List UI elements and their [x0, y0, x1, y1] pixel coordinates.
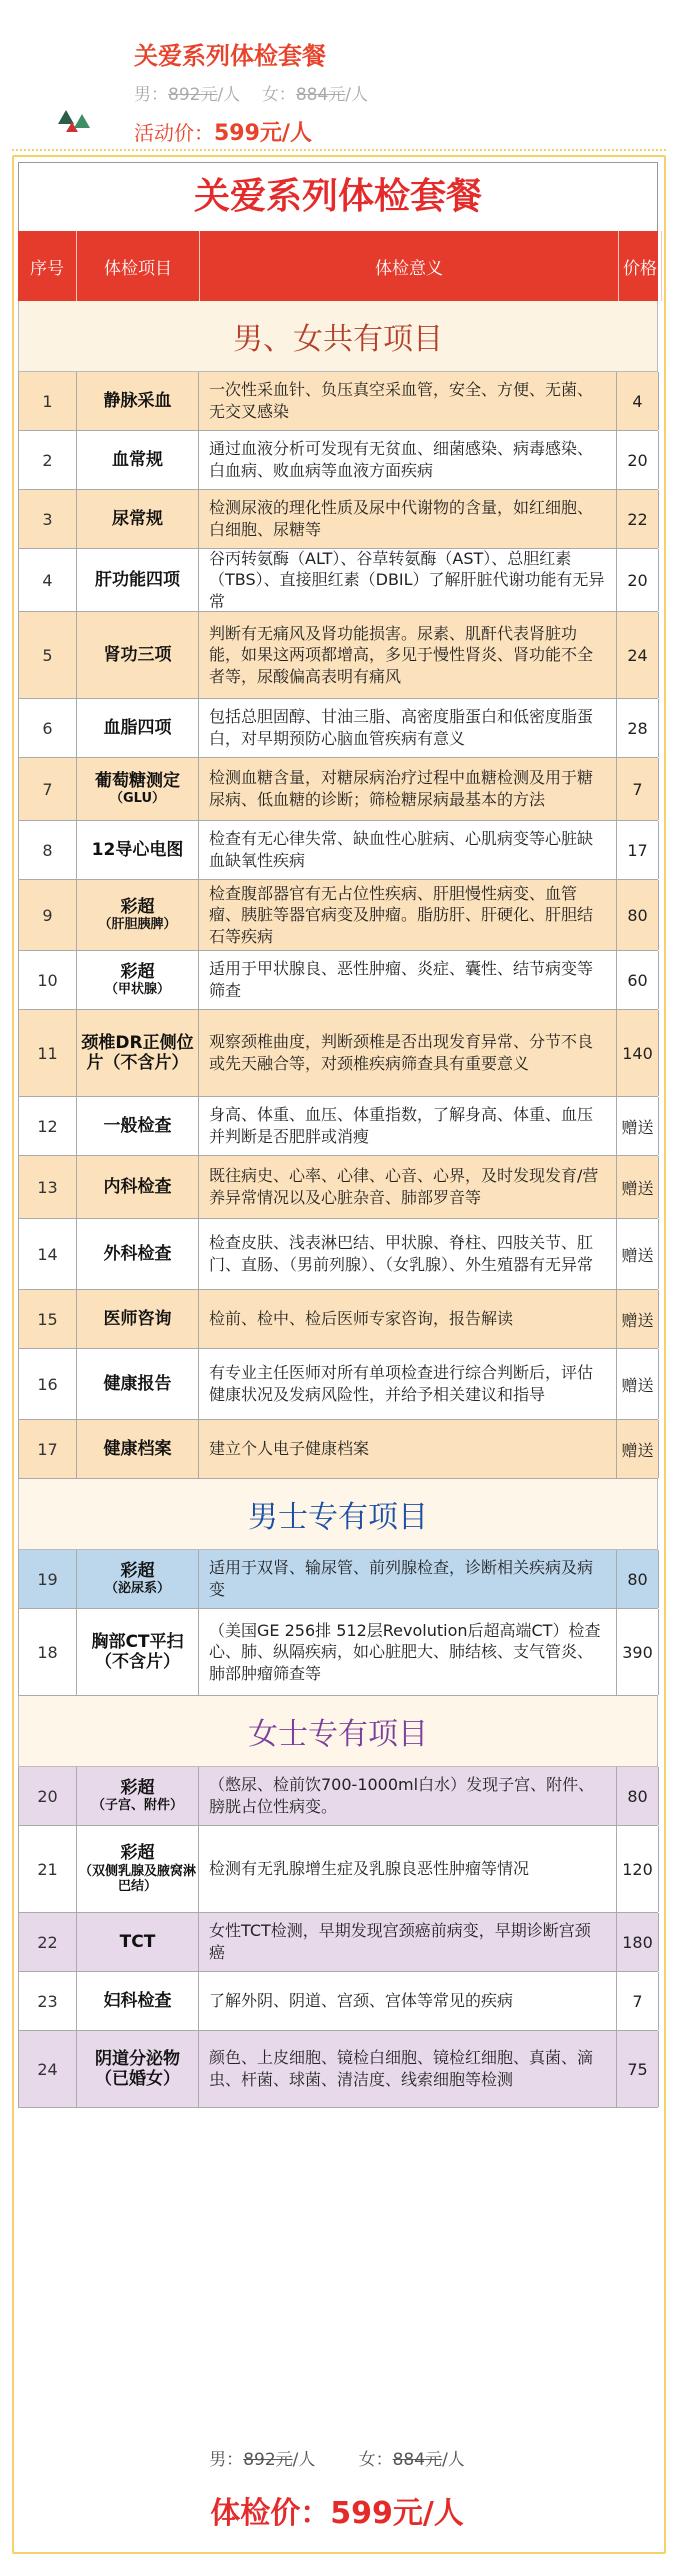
row-number: 13: [19, 1156, 77, 1218]
table-row: [18, 1420, 658, 1479]
row-price: 75: [617, 2031, 659, 2107]
row-item-name: 颈椎DR正侧位片（不含片）: [81, 1032, 194, 1073]
row-description: 检前、检中、检后医师专家咨询，报告解读: [199, 1290, 617, 1348]
row-number: 11: [19, 1010, 77, 1096]
row-price: 60: [617, 951, 659, 1009]
row-number: 18: [19, 1609, 77, 1695]
row-number: 22: [19, 1913, 77, 1971]
row-description: 适用于双肾、输尿管、前列腺检查，诊断相关疾病及病变: [199, 1550, 617, 1608]
row-description: 女性TCT检测，早期发现宫颈癌前病变，早期诊断宫颈癌: [199, 1913, 617, 1971]
row-description: 适用于甲状腺良、恶性肿瘤、炎症、囊性、结节病变等筛查: [199, 951, 617, 1009]
row-item: [77, 1826, 199, 1912]
row-description: 通过血液分析可发现有无贫血、细菌感染、病毒感染、白血病、败血病等血液方面疾病: [199, 431, 617, 489]
row-item: [77, 1913, 199, 1971]
row-item: [77, 2031, 199, 2107]
row-item-name: 血脂四项: [103, 717, 172, 738]
row-item: [77, 1609, 199, 1695]
table-row: [18, 1913, 658, 1972]
table-row: [18, 1349, 658, 1420]
table-row: [18, 951, 658, 1010]
row-item-name: 一般检查: [103, 1115, 172, 1136]
row-item-name: 内科检查: [103, 1176, 172, 1197]
table-row: [18, 699, 658, 758]
row-price: 赠送: [617, 1156, 659, 1218]
row-number: 2: [19, 431, 77, 489]
row-number: 9: [19, 880, 77, 950]
footer-women-per: /人: [442, 2450, 465, 2470]
checkup-table: [18, 162, 658, 2108]
row-item: [77, 880, 199, 950]
row-number: 5: [19, 612, 77, 698]
table-title: 关爱系列体检套餐: [18, 162, 658, 231]
row-price: 赠送: [617, 1219, 659, 1289]
row-description: 既往病史、心率、心律、心音、心界，及时发现发育/营养异常情况以及心脏杂音、肺部罗音等: [199, 1156, 617, 1218]
row-price: 120: [617, 1826, 659, 1912]
row-item: [77, 1097, 199, 1155]
row-item-name: 彩超: [120, 962, 155, 982]
row-item-name: 葡萄糖测定: [95, 771, 180, 791]
row-price: 赠送: [617, 1097, 659, 1155]
promo-women-per: /人: [345, 85, 368, 105]
footer-women-label: 女：: [358, 2450, 393, 2470]
row-number: 12: [19, 1097, 77, 1155]
row-item-name: 妇科检查: [103, 1990, 172, 2011]
tree-logo-icon: [58, 110, 98, 132]
row-item: [77, 1290, 199, 1348]
row-description: 检测有无乳腺增生症及乳腺良恶性肿瘤等情况: [199, 1826, 617, 1912]
row-number: 23: [19, 1972, 77, 2030]
promo-women-price: 884元: [295, 85, 346, 105]
table-row: [18, 612, 658, 699]
footer: [0, 2445, 674, 2532]
row-description: 检测血糖含量，对糖尿病治疗过程中血糖检测及用于糖尿病、低血糖的诊断；筛检糖尿病最基本的方法: [199, 758, 617, 820]
row-item: [77, 1420, 199, 1478]
table-row: [18, 431, 658, 490]
table-row: [18, 1972, 658, 2031]
row-price: 80: [617, 1767, 659, 1825]
men-rows: [18, 1550, 658, 1696]
footer-original-prices: [0, 2445, 674, 2470]
footer-women-price: 884元: [392, 2450, 443, 2470]
row-number: 24: [19, 2031, 77, 2107]
row-item-name: 健康报告: [103, 1373, 172, 1394]
table-row: [18, 1010, 658, 1097]
row-item-subtitle: （泌尿系）: [104, 1581, 170, 1597]
row-price: 22: [617, 490, 659, 548]
row-item: [77, 951, 199, 1009]
row-item-subtitle: （肝胆胰脾）: [98, 917, 177, 933]
row-price: 24: [617, 612, 659, 698]
table-row: [18, 821, 658, 880]
promo-men-label: 男：: [134, 85, 168, 105]
table-row: [18, 1826, 658, 1913]
table-row: [18, 1156, 658, 1219]
section-common: 男、女共有项目: [18, 301, 658, 372]
row-item-name: 12导心电图: [91, 839, 184, 860]
row-description: 观察颈椎曲度，判断颈椎是否出现发育异常、分节不良或先天融合等，对颈椎疾病筛查具有重要意义: [199, 1010, 617, 1096]
row-item: [77, 699, 199, 757]
row-price: 180: [617, 1913, 659, 1971]
table-row: [18, 1097, 658, 1156]
row-item-name: 胸部CT平扫（不含片）: [91, 1631, 184, 1672]
women-rows: [18, 1767, 658, 2108]
row-price: 7: [617, 1972, 659, 2030]
row-number: 1: [19, 372, 77, 430]
row-description: 身高、体重、血压、体重指数，了解身高、体重、血压并判断是否肥胖或消瘦: [199, 1097, 617, 1155]
row-item: [77, 821, 199, 879]
row-number: 20: [19, 1767, 77, 1825]
header-price: 价格: [619, 231, 662, 301]
row-number: 6: [19, 699, 77, 757]
row-price: 20: [617, 431, 659, 489]
row-price: 80: [617, 880, 659, 950]
row-description: 建立个人电子健康档案: [199, 1420, 617, 1478]
row-item: [77, 372, 199, 430]
row-item-name: 彩超: [120, 1778, 155, 1798]
table-row: [18, 372, 658, 431]
row-number: 21: [19, 1826, 77, 1912]
row-item-subtitle: （GLU）: [109, 791, 166, 807]
row-item: [77, 1550, 199, 1608]
row-item-name: 血常规: [112, 449, 163, 470]
row-item: [77, 1010, 199, 1096]
row-item-name: 尿常规: [112, 508, 163, 529]
row-number: 16: [19, 1349, 77, 1419]
footer-total-price: 体检价：599元/人: [210, 2496, 464, 2531]
row-description: 判断有无痛风及肾功能损害。尿素、肌酐代表肾脏功能，如果这两项都增高，多见于慢性肾炎、肾功能不全者等，尿酸偏高表明有痛风: [199, 612, 617, 698]
row-price: 17: [617, 821, 659, 879]
row-description: 颜色、上皮细胞、镜检白细胞、镜检红细胞、真菌、滴虫、杆菌、球菌、清洁度、线索细胞等检测: [199, 2031, 617, 2107]
row-number: 19: [19, 1550, 77, 1608]
promo-men-price: 892元: [168, 85, 218, 105]
row-price: 赠送: [617, 1420, 659, 1478]
table-row: [18, 2031, 658, 2108]
header-desc: 体检意义: [200, 231, 619, 301]
footer-men-per: /人: [292, 2450, 316, 2470]
row-item-name: 医师咨询: [103, 1308, 172, 1329]
row-item-name: 阴道分泌物（已婚女）: [95, 2048, 180, 2089]
promo-title: 关爱系列体检套餐: [134, 42, 326, 70]
row-description: 了解外阴、阴道、宫颈、宫体等常见的疾病: [199, 1972, 617, 2030]
row-price: 20: [617, 549, 659, 611]
row-price: 4: [617, 372, 659, 430]
row-item-subtitle: （甲状腺）: [104, 982, 170, 998]
row-item: [77, 431, 199, 489]
row-item: [77, 612, 199, 698]
table-row: [18, 1609, 658, 1696]
row-item-name: 肝功能四项: [95, 569, 180, 590]
row-description: （美国GE 256排 512层Revolution后超高端CT）检查心、肺、纵隔疾病，如心脏肥大、肺结核、支气管炎、肺部肿瘤筛查等: [199, 1609, 617, 1695]
table-row: [18, 1550, 658, 1609]
row-number: 15: [19, 1290, 77, 1348]
table-row: [18, 1767, 658, 1826]
row-item: [77, 490, 199, 548]
row-item-subtitle: （双侧乳腺及腋窝淋巴结）: [79, 1863, 197, 1895]
row-number: 8: [19, 821, 77, 879]
row-description: 检查有无心律失常、缺血性心脏病、心肌病变等心脏缺血缺氧性疾病: [199, 821, 617, 879]
footer-men-label: 男：: [209, 2450, 244, 2470]
row-item: [77, 1156, 199, 1218]
promo-activity-price: 599元/人: [214, 121, 312, 146]
row-price: 7: [617, 758, 659, 820]
row-number: 17: [19, 1420, 77, 1478]
row-item-subtitle: （子宫、附件）: [91, 1798, 183, 1814]
row-item-name: 彩超: [120, 897, 155, 917]
table-row: [18, 880, 658, 951]
row-number: 7: [19, 758, 77, 820]
row-item: [77, 1349, 199, 1419]
row-item-name: 彩超: [120, 1843, 155, 1864]
row-description: 一次性采血针、负压真空采血管，安全、方便、无菌、无交叉感染: [199, 372, 617, 430]
row-item: [77, 758, 199, 820]
row-number: 3: [19, 490, 77, 548]
table-row: [18, 490, 658, 549]
row-number: 14: [19, 1219, 77, 1289]
row-number: 4: [19, 549, 77, 611]
footer-men-price: 892元: [243, 2450, 293, 2470]
table-row: [18, 1290, 658, 1349]
promo-original-prices: [134, 80, 368, 105]
promo-activity: [134, 116, 312, 147]
row-item-name: 外科检查: [103, 1243, 172, 1264]
row-item-name: 彩超: [120, 1561, 155, 1581]
row-item: [77, 1219, 199, 1289]
row-description: 检测尿液的理化性质及尿中代谢物的含量，如红细胞、白细胞、尿糖等: [199, 490, 617, 548]
row-price: 赠送: [617, 1349, 659, 1419]
section-women: 女士专有项目: [18, 1696, 658, 1767]
row-description: 检查皮肤、浅表淋巴结、甲状腺、脊柱、四肢关节、肛门、直肠、（男前列腺）、（女乳腺）、外生殖器有无异常: [199, 1219, 617, 1289]
row-item: [77, 1767, 199, 1825]
table-row: [18, 758, 658, 821]
promo-women-label: 女：: [261, 85, 296, 105]
row-description: 有专业主任医师对所有单项检查进行综合判断后，评估健康状况及发病风险性，并给予相关建议和指导: [199, 1349, 617, 1419]
promo-header: [0, 0, 674, 150]
table-row: [18, 1219, 658, 1290]
table-header: [18, 231, 658, 301]
row-description: 包括总胆固醇、甘油三脂、高密度脂蛋白和低密度脂蛋白，对早期预防心脑血管疾病有意义: [199, 699, 617, 757]
row-description: （憋尿、检前饮700-1000ml白水）发现子宫、附件、膀胱占位性病变。: [199, 1767, 617, 1825]
row-price: 80: [617, 1550, 659, 1608]
header-no: 序号: [18, 231, 77, 301]
header-item: 体检项目: [77, 231, 200, 301]
section-men: 男士专有项目: [18, 1479, 658, 1550]
row-number: 10: [19, 951, 77, 1009]
row-description: 检查腹部器官有无占位性疾病、肝胆慢性病变、血管瘤、胰脏等器官病变及肿瘤。脂肪肝、肝硬化、肝胆结石等疾病: [199, 880, 617, 950]
promo-activity-label: 活动价：: [134, 121, 214, 145]
row-price: 390: [617, 1609, 659, 1695]
row-item: [77, 549, 199, 611]
row-item-name: TCT: [119, 1931, 156, 1952]
row-price: 赠送: [617, 1290, 659, 1348]
table-row: [18, 549, 658, 612]
row-description: 谷丙转氨酶（ALT）、谷草转氨酶（AST）、总胆红素（TBS）、直接胆红素（DBIL）了解肝脏代谢功能有无异常: [199, 549, 617, 611]
row-item-name: 肾功三项: [103, 644, 172, 665]
row-price: 140: [617, 1010, 659, 1096]
common-rows: [18, 372, 658, 1479]
row-price: 28: [617, 699, 659, 757]
row-item-name: 静脉采血: [103, 390, 172, 411]
promo-men-per: /人: [217, 85, 241, 105]
row-item: [77, 1972, 199, 2030]
row-item-name: 健康档案: [103, 1438, 172, 1459]
